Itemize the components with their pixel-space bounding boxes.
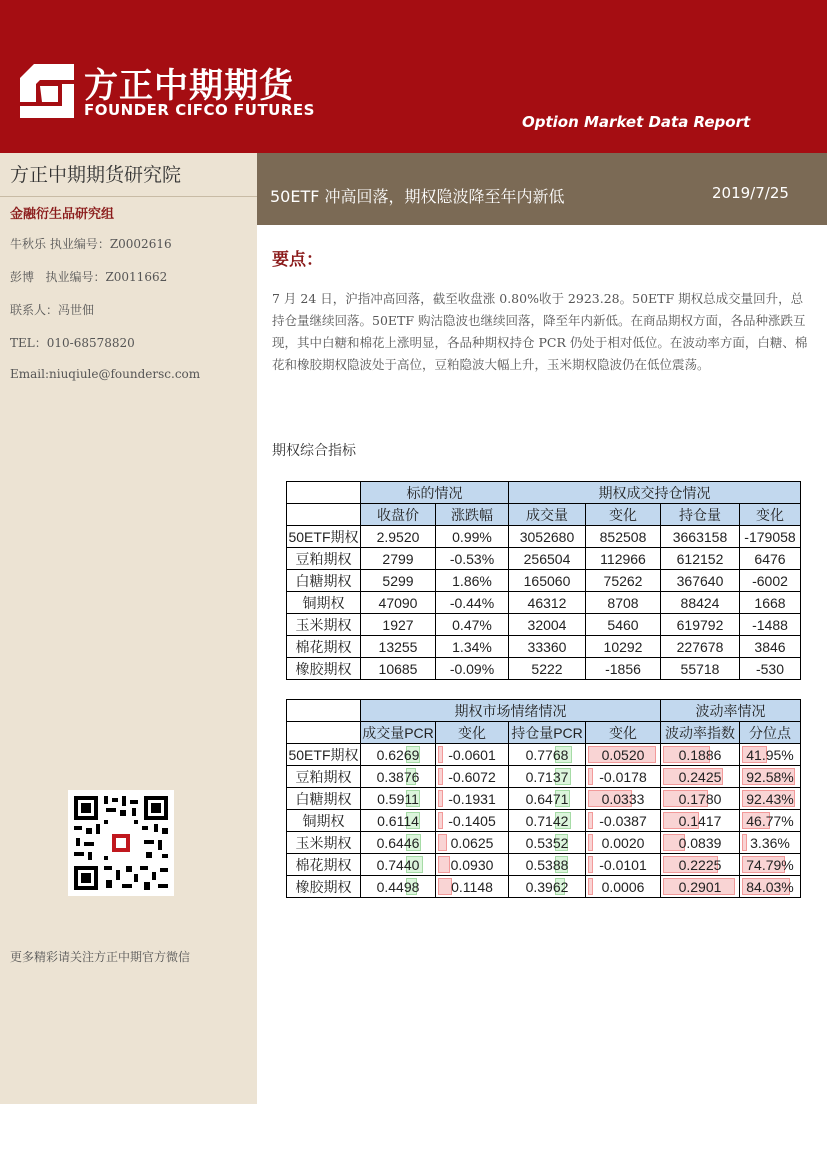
cell-value: 0.7440 — [376, 856, 420, 873]
sidebar-divider — [0, 196, 257, 197]
column-header: 收盘价 — [361, 504, 436, 526]
summary-paragraph: 7 月 24 日，沪指冲高回落，截至收盘涨 0.80%收于 2923.28。50ETF 期权总成交量回升，总持仓量继续回落。50ETF 购沽隐波也继续回落，降至年内新低。在商品期权方面，各品种涨跌互现，其中白糖和棉花上涨明显，各品种期权持仓 PCR 仍处于相对低位。在波动率方面，白糖、棉花和橡胶期权隐波处于高位，豆粕隐波大幅上升，玉米期权隐波仍在低位震荡。 — [272, 291, 808, 372]
cell-value: 0.0520 — [601, 746, 645, 763]
table-cell — [361, 788, 436, 810]
cell-value: 0.7142 — [525, 812, 569, 829]
table-cell: 32004 — [509, 614, 586, 636]
cell-value: -0.0387 — [599, 812, 647, 829]
table-cell — [661, 744, 740, 766]
table-row — [287, 832, 801, 854]
cell-value: 0.3876 — [376, 768, 420, 785]
table-cell — [740, 788, 801, 810]
table-corner — [287, 700, 361, 722]
table-cell — [509, 854, 586, 876]
data-bar — [588, 856, 593, 873]
cell-value: 0.5911 — [377, 790, 419, 807]
group-header-volatility: 波动率情况 — [661, 700, 801, 722]
contact-person: 联系人：冯世佃 — [10, 303, 95, 317]
table-cell — [436, 788, 509, 810]
table-cell — [586, 854, 661, 876]
data-bar — [438, 790, 443, 807]
table-cell: -0.53% — [436, 548, 509, 570]
table-cell — [740, 832, 801, 854]
row-label: 豆粕期权 — [287, 766, 361, 788]
table-cell — [661, 854, 740, 876]
analyst-1: 牛秋乐 执业编号：Z0002616 — [10, 237, 172, 251]
table-row — [287, 854, 801, 876]
cell-value: 0.6269 — [376, 746, 420, 763]
table-cell — [586, 810, 661, 832]
table-body — [287, 526, 801, 680]
group-header-volume: 期权成交持仓情况 — [509, 482, 801, 504]
column-header: 持仓量 — [661, 504, 740, 526]
data-bar — [588, 834, 593, 851]
table-cell — [661, 788, 740, 810]
cell-value: 0.6471 — [525, 790, 569, 807]
data-bar — [438, 812, 443, 829]
email[interactable]: Email:niuqiule@foundersc.com — [10, 367, 201, 381]
founder-logo-icon — [18, 62, 74, 118]
cell-value: 0.1148 — [451, 878, 493, 895]
table-cell — [509, 744, 586, 766]
table-cell — [509, 876, 586, 898]
table-cell — [361, 744, 436, 766]
table-cell: 367640 — [661, 570, 740, 592]
table-corner — [287, 722, 361, 744]
table-row — [287, 876, 801, 898]
table-cell: 10685 — [361, 658, 436, 680]
table-cell: 852508 — [586, 526, 661, 548]
table-row — [287, 570, 801, 592]
analyst-2: 彭博 执业编号：Z0011662 — [10, 270, 168, 284]
table-cell — [509, 810, 586, 832]
telephone: TEL：010-68578820 — [10, 336, 135, 350]
table-cell: 5460 — [586, 614, 661, 636]
table-row — [287, 810, 801, 832]
cell-value: 0.2425 — [678, 768, 722, 785]
cell-value: 0.0839 — [678, 834, 722, 851]
data-bar — [742, 834, 747, 851]
key-points-heading: 要点： — [272, 250, 323, 270]
table-cell — [361, 810, 436, 832]
cell-value: -0.0178 — [599, 768, 647, 785]
table-cell: -530 — [740, 658, 801, 680]
table-cell — [361, 832, 436, 854]
report-title: 50ETF 冲高回落，期权隐波降至年内新低 — [270, 187, 565, 206]
table-cell — [740, 854, 801, 876]
cell-value: -0.6072 — [448, 768, 496, 785]
table-row — [287, 548, 801, 570]
logo-english: FOUNDER CIFCO FUTURES — [84, 101, 315, 119]
table-cell: 612152 — [661, 548, 740, 570]
table-cell — [586, 876, 661, 898]
row-label: 50ETF期权 — [287, 526, 361, 548]
table-cell: 2.9520 — [361, 526, 436, 548]
table-corner — [287, 482, 361, 504]
table-cell — [586, 788, 661, 810]
table-cell — [436, 744, 509, 766]
table-cell: 3846 — [740, 636, 801, 658]
table-cell: -0.44% — [436, 592, 509, 614]
row-label: 玉米期权 — [287, 832, 361, 854]
table-cell: -0.09% — [436, 658, 509, 680]
group-header-sentiment: 期权市场情绪情况 — [361, 700, 661, 722]
data-bar — [438, 834, 447, 851]
table-cell — [661, 832, 740, 854]
table-row — [287, 658, 801, 680]
cell-value: 0.1780 — [678, 790, 722, 807]
table-cell: 88424 — [661, 592, 740, 614]
cell-value: 0.0006 — [601, 878, 645, 895]
row-label: 白糖期权 — [287, 570, 361, 592]
table-cell: 33360 — [509, 636, 586, 658]
data-bar — [438, 746, 443, 763]
table-cell: 112966 — [586, 548, 661, 570]
cell-value: 0.6446 — [376, 834, 420, 851]
cell-value: 3.36% — [750, 834, 790, 851]
table-cell: 165060 — [509, 570, 586, 592]
table-cell — [436, 832, 509, 854]
table-cell — [361, 766, 436, 788]
table-cell — [661, 766, 740, 788]
sentiment-volatility-table — [286, 699, 801, 898]
table-cell — [361, 854, 436, 876]
table-row — [287, 614, 801, 636]
table-cell: 47090 — [361, 592, 436, 614]
row-label: 玉米期权 — [287, 614, 361, 636]
table-cell: 55718 — [661, 658, 740, 680]
cell-value: -0.0601 — [448, 746, 496, 763]
table-row — [287, 636, 801, 658]
table-cell: 1668 — [740, 592, 801, 614]
column-header: 成交量 — [509, 504, 586, 526]
table-cell: 8708 — [586, 592, 661, 614]
table-cell: 2799 — [361, 548, 436, 570]
table-cell — [740, 744, 801, 766]
column-header: 变化 — [740, 504, 801, 526]
table-cell: -179058 — [740, 526, 801, 548]
column-header: 变化 — [586, 504, 661, 526]
table-cell — [740, 876, 801, 898]
cell-value: -0.1931 — [448, 790, 496, 807]
column-header: 变化 — [586, 722, 661, 744]
row-label: 铜期权 — [287, 592, 361, 614]
group-header-underlying: 标的情况 — [361, 482, 509, 504]
data-bar — [588, 768, 593, 785]
table-cell — [509, 788, 586, 810]
cell-value: 0.0020 — [601, 834, 645, 851]
cell-value: 92.43% — [746, 790, 794, 807]
table-cell: 3663158 — [661, 526, 740, 548]
table-cell: 1927 — [361, 614, 436, 636]
cell-value: 0.4498 — [376, 878, 420, 895]
cell-value: 0.5388 — [525, 856, 569, 873]
row-label: 棉花期权 — [287, 636, 361, 658]
report-name-english: Option Market Data Report — [522, 113, 751, 131]
report-header — [0, 0, 827, 153]
cell-value: 0.3962 — [525, 878, 569, 895]
cell-value: 74.79% — [746, 856, 794, 873]
table-body — [287, 744, 801, 898]
cell-value: 0.7768 — [525, 746, 569, 763]
cell-value: 0.1417 — [678, 812, 722, 829]
table-cell: 227678 — [661, 636, 740, 658]
cell-value: -0.0101 — [599, 856, 647, 873]
column-header: 波动率指数 — [661, 722, 740, 744]
table-cell — [586, 766, 661, 788]
row-label: 橡胶期权 — [287, 876, 361, 898]
data-bar — [588, 878, 593, 895]
table-cell — [661, 876, 740, 898]
data-bar — [438, 878, 452, 895]
row-label: 50ETF期权 — [287, 744, 361, 766]
table-cell — [436, 766, 509, 788]
table-corner — [287, 504, 361, 526]
table-cell: 5222 — [509, 658, 586, 680]
cell-value: 46.77% — [746, 812, 794, 829]
column-header: 变化 — [436, 722, 509, 744]
table-cell: 619792 — [661, 614, 740, 636]
institute-name: 方正中期期货研究院 — [10, 164, 182, 186]
table-cell: 0.47% — [436, 614, 509, 636]
cell-value: 41.95% — [746, 746, 794, 763]
cell-value: 0.1886 — [678, 746, 722, 763]
table-cell: -1856 — [586, 658, 661, 680]
table-cell: 6476 — [740, 548, 801, 570]
table-cell: 3052680 — [509, 526, 586, 548]
table-cell: 75262 — [586, 570, 661, 592]
table-cell — [436, 854, 509, 876]
report-date: 2019/7/25 — [712, 184, 789, 202]
table-cell: 1.86% — [436, 570, 509, 592]
table-cell — [436, 810, 509, 832]
research-group: 金融衍生品研究组 — [10, 207, 115, 222]
row-label: 豆粕期权 — [287, 548, 361, 570]
table-cell: 0.99% — [436, 526, 509, 548]
underlying-volume-table — [286, 481, 801, 680]
table-row — [287, 526, 801, 548]
data-bar — [438, 856, 450, 873]
table-cell: -6002 — [740, 570, 801, 592]
cell-value: 0.2901 — [678, 878, 722, 895]
cell-value: 0.0930 — [450, 856, 494, 873]
cell-value: 84.03% — [746, 878, 794, 895]
row-label: 铜期权 — [287, 810, 361, 832]
table-cell — [586, 832, 661, 854]
cell-value: 0.0333 — [601, 790, 645, 807]
column-header: 涨跌幅 — [436, 504, 509, 526]
cell-value: 0.5352 — [525, 834, 569, 851]
table-cell — [361, 876, 436, 898]
table-cell — [509, 766, 586, 788]
cell-value: 0.6114 — [377, 812, 419, 829]
table-cell: 46312 — [509, 592, 586, 614]
table-cell — [436, 876, 509, 898]
table-cell — [740, 766, 801, 788]
table-cell: 256504 — [509, 548, 586, 570]
follow-wechat-text: 更多精彩请关注方正中期官方微信 — [10, 950, 191, 964]
row-label: 棉花期权 — [287, 854, 361, 876]
column-header: 持仓量PCR — [509, 722, 586, 744]
cell-value: 0.2225 — [678, 856, 722, 873]
table-cell: 13255 — [361, 636, 436, 658]
data-bar — [588, 812, 593, 829]
section-title: 期权综合指标 — [272, 443, 356, 459]
table-row — [287, 744, 801, 766]
cell-value: -0.1405 — [448, 812, 496, 829]
cell-value: 0.0625 — [450, 834, 494, 851]
data-bar — [438, 768, 443, 785]
row-label: 橡胶期权 — [287, 658, 361, 680]
cell-value: 0.7137 — [525, 768, 569, 785]
column-header: 成交量PCR — [361, 722, 436, 744]
table-row — [287, 592, 801, 614]
row-label: 白糖期权 — [287, 788, 361, 810]
table-cell: 5299 — [361, 570, 436, 592]
qr-code-icon — [68, 790, 174, 896]
table-cell — [661, 810, 740, 832]
table-cell: 1.34% — [436, 636, 509, 658]
table-cell — [509, 832, 586, 854]
table-cell — [740, 810, 801, 832]
column-header: 分位点 — [740, 722, 801, 744]
table-cell — [586, 744, 661, 766]
logo-chinese: 方正中期期货 — [84, 66, 294, 106]
table-cell: 10292 — [586, 636, 661, 658]
table-row — [287, 766, 801, 788]
table-row — [287, 788, 801, 810]
table-cell: -1488 — [740, 614, 801, 636]
cell-value: 92.58% — [746, 768, 794, 785]
